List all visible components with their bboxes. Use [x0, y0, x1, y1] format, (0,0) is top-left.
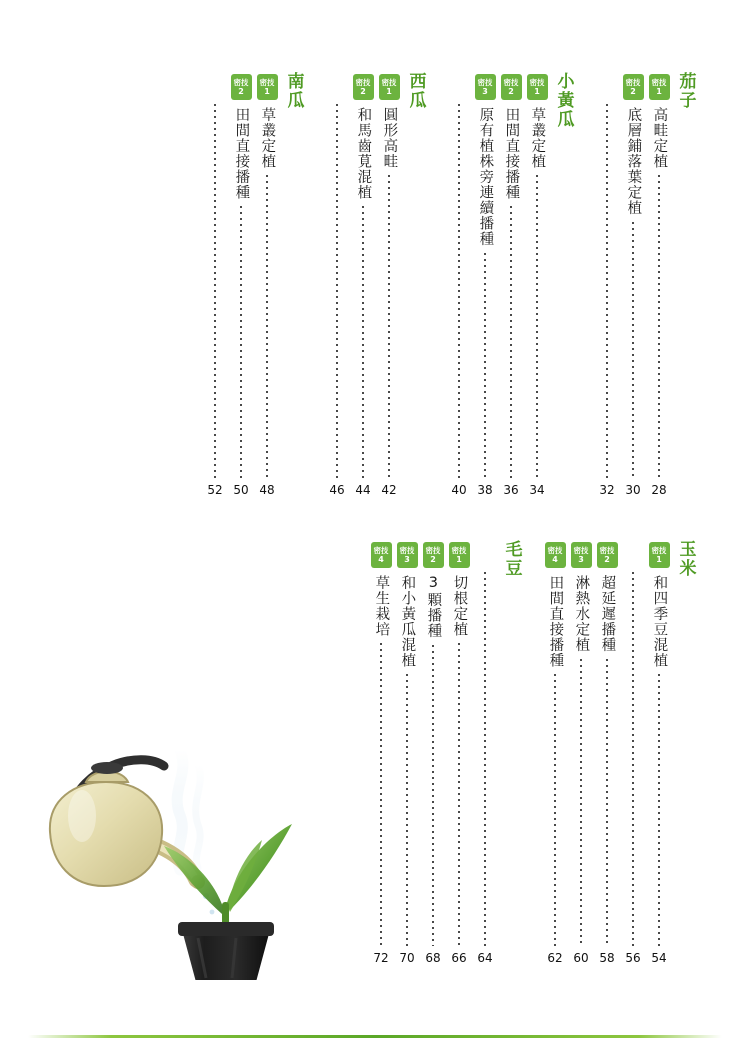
toc-entry[interactable]: [420, 540, 446, 965]
entry-page-number: 70: [399, 951, 415, 965]
technique-badge: [449, 542, 470, 568]
dot-leader: [536, 173, 538, 478]
dot-leader: [510, 204, 512, 478]
badge-number: 4: [378, 554, 384, 564]
toc-entry[interactable]: [620, 72, 646, 497]
badge-number: 2: [360, 86, 366, 96]
toc-entry[interactable]: [350, 72, 376, 497]
veg-heading-eggplant: [672, 72, 698, 131]
entry-page-number: 54: [651, 951, 667, 965]
technique-badge: [527, 74, 548, 100]
toc-entry[interactable]: [646, 540, 672, 965]
toc-continuation[interactable]: [472, 540, 498, 965]
dot-leader: [458, 102, 460, 478]
dot-leader: [336, 102, 338, 478]
technique-badge: [571, 542, 592, 568]
badge-number: 3: [482, 86, 488, 96]
toc-entry[interactable]: [254, 72, 280, 497]
entry-page-number: 72: [373, 951, 389, 965]
badge-word: 密技: [477, 77, 493, 87]
toc-continuation[interactable]: [202, 72, 228, 497]
badge-number: 2: [630, 86, 636, 96]
veg-name-label: 茄子: [675, 72, 696, 110]
entry-page-number: 46: [329, 483, 345, 497]
technique-badge: [397, 542, 418, 568]
toc-continuation[interactable]: [594, 72, 620, 497]
veg-group-watermelon: [324, 72, 430, 497]
technique-badge: [379, 74, 400, 100]
dot-leader: [406, 672, 408, 946]
veg-group-cucumber: [446, 72, 578, 497]
technique-badge: [597, 542, 618, 568]
dot-leader: [632, 220, 634, 479]
toc-entry[interactable]: [394, 540, 420, 965]
entry-page-number: 36: [503, 483, 519, 497]
entry-title: 田間直接播種: [503, 107, 520, 200]
entry-page-number: 68: [425, 951, 441, 965]
toc-entry[interactable]: [446, 540, 472, 965]
badge-word: 密技: [651, 545, 667, 555]
badge-word: 密技: [373, 545, 389, 555]
badge-number: 1: [656, 554, 662, 564]
toc-entry[interactable]: [376, 72, 402, 497]
veg-name-label: 玉米: [675, 540, 696, 578]
entry-page-number: 28: [651, 483, 667, 497]
entry-page-number: 44: [355, 483, 371, 497]
entry-page-number: 66: [451, 951, 467, 965]
toc-entry[interactable]: [568, 540, 594, 965]
badge-word: 密技: [547, 545, 563, 555]
technique-badge: [423, 542, 444, 568]
technique-badge: [353, 74, 374, 100]
technique-badge: [371, 542, 392, 568]
toc-entry[interactable]: [472, 72, 498, 497]
badge-word: 密技: [529, 77, 545, 87]
entry-title: 原有植株旁連續播種: [477, 107, 494, 247]
dot-leader: [606, 657, 608, 947]
badge-word: 密技: [599, 545, 615, 555]
technique-badge: [649, 542, 670, 568]
badge-number: 2: [508, 86, 514, 96]
veg-group-edamame: [368, 540, 526, 965]
entry-page-number: 60: [573, 951, 589, 965]
dot-leader: [484, 570, 486, 946]
footer-rule: [28, 1035, 722, 1038]
entry-title: 底層鋪落葉定植: [625, 107, 642, 216]
technique-badge: [545, 542, 566, 568]
dot-leader: [632, 570, 634, 946]
entry-title: 草叢定植: [529, 107, 546, 169]
entry-title: 淋熱水定植: [573, 575, 590, 653]
veg-heading-pumpkin: [280, 72, 306, 131]
veg-heading-watermelon: [402, 72, 428, 131]
entry-page-number: 38: [477, 483, 493, 497]
badge-word: 密技: [259, 77, 275, 87]
dot-leader: [658, 672, 660, 946]
toc-continuation[interactable]: [446, 72, 472, 497]
badge-word: 密技: [573, 545, 589, 555]
badge-number: 1: [264, 86, 270, 96]
entry-title: 草叢定植: [259, 107, 276, 169]
badge-word: 密技: [233, 77, 249, 87]
entry-page-number: 50: [233, 483, 249, 497]
dot-leader: [240, 204, 242, 478]
entry-page-number: 56: [625, 951, 641, 965]
badge-word: 密技: [625, 77, 641, 87]
toc-section-bottom: [310, 540, 700, 970]
watering-can-and-corn-seedling-icon: [30, 720, 300, 980]
dot-leader: [606, 102, 608, 478]
entry-page-number: 34: [529, 483, 545, 497]
entry-page-number: 64: [477, 951, 493, 965]
dot-leader: [214, 102, 216, 478]
entry-title: 田間直接播種: [547, 575, 564, 668]
entry-title: 高畦定植: [651, 107, 668, 169]
badge-word: 密技: [355, 77, 371, 87]
dot-leader: [458, 641, 460, 946]
badge-number: 3: [404, 554, 410, 564]
entry-title: 切根定植: [451, 575, 468, 637]
entry-page-number: 48: [259, 483, 275, 497]
toc-entry[interactable]: [228, 72, 254, 497]
technique-badge: [623, 74, 644, 100]
dot-leader: [362, 204, 364, 478]
badge-word: 密技: [651, 77, 667, 87]
entry-title: 超延遲播種: [599, 575, 616, 653]
badge-word: 密技: [399, 545, 415, 555]
badge-word: 密技: [451, 545, 467, 555]
veg-name-label: 南瓜: [283, 72, 304, 110]
toc-entry[interactable]: [542, 540, 568, 965]
badge-number: 1: [456, 554, 462, 564]
entry-page-number: 40: [451, 483, 467, 497]
entry-page-number: 30: [625, 483, 641, 497]
toc-entry[interactable]: [524, 72, 550, 497]
watering-can-illustration: [30, 720, 300, 980]
toc-entry[interactable]: [594, 540, 620, 965]
technique-badge: [501, 74, 522, 100]
entry-title: 和小黃瓜混植: [399, 575, 416, 668]
dot-leader: [432, 643, 434, 947]
technique-badge: [475, 74, 496, 100]
badge-number: 1: [386, 86, 392, 96]
toc-section-top: [150, 72, 700, 502]
entry-page-number: 52: [207, 483, 223, 497]
dot-leader: [484, 251, 486, 479]
badge-word: 密技: [381, 77, 397, 87]
dot-leader: [580, 657, 582, 947]
entry-page-number: 42: [381, 483, 397, 497]
technique-badge: [231, 74, 252, 100]
toc-continuation[interactable]: [620, 540, 646, 965]
entry-title: 和四季豆混植: [651, 575, 668, 668]
badge-number: 3: [578, 554, 584, 564]
badge-number: 2: [430, 554, 436, 564]
entry-page-number: 32: [599, 483, 615, 497]
toc-entry[interactable]: [498, 72, 524, 497]
veg-heading-cucumber: [550, 72, 576, 150]
entry-page-number: 58: [599, 951, 615, 965]
veg-name-label: 毛豆: [501, 540, 522, 578]
toc-entry[interactable]: [646, 72, 672, 497]
toc-entry[interactable]: [368, 540, 394, 965]
dot-leader: [266, 173, 268, 478]
badge-word: 密技: [503, 77, 519, 87]
entry-title: 圓形高畦: [381, 107, 398, 169]
badge-number: 1: [534, 86, 540, 96]
entry-title: 3顆播種: [425, 575, 442, 639]
toc-continuation[interactable]: [324, 72, 350, 497]
veg-name-label: 西瓜: [405, 72, 426, 110]
entry-page-number: 62: [547, 951, 563, 965]
veg-group-pumpkin: [202, 72, 308, 497]
dot-leader: [658, 173, 660, 478]
entry-title: 和馬齒莧混植: [355, 107, 372, 200]
veg-group-eggplant: [594, 72, 700, 497]
veg-group-corn: [542, 540, 700, 965]
technique-badge: [649, 74, 670, 100]
entry-title: 田間直接播種: [233, 107, 250, 200]
veg-name-label: 小黃瓜: [553, 72, 574, 129]
dot-leader: [554, 672, 556, 946]
veg-heading-edamame: [498, 540, 524, 599]
entry-title: 草生栽培: [373, 575, 390, 637]
technique-badge: [257, 74, 278, 100]
badge-number: 1: [656, 86, 662, 96]
badge-number: 2: [238, 86, 244, 96]
badge-word: 密技: [425, 545, 441, 555]
badge-number: 2: [604, 554, 610, 564]
dot-leader: [380, 641, 382, 946]
badge-number: 4: [552, 554, 558, 564]
veg-heading-corn: [672, 540, 698, 599]
dot-leader: [388, 173, 390, 478]
